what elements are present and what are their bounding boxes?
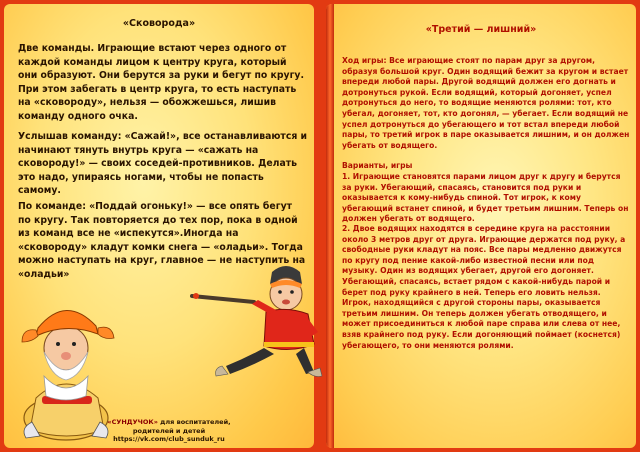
credit-line-1 [104,418,234,427]
boy-flute-illustration [186,262,346,382]
left-paragraph-3: По команде: «Поддай огоньку!» — все опять бегут по кругу. Так повторяется до тех пор, пока в одной из команд все не «испекутся».Иногда на «сковороду» кладут комки снега — «оладьи». Тогда можно наступать на круг, главное — не наступить на «оладьи» [18,201,306,280]
credit-line-2: родителей и детей [132,426,206,435]
credit-link[interactable]: https://vk.com/club_sunduk_ru [113,435,225,443]
right-intro: Ход игры: Все играющие стоят по парам друг за другом, образуя большой круг. Один водящий бежит за кругом и встает впереди любой пары. Другой водящий должен его догнать и дотронуться рукой. Если водящий, который догоняет, успел дотронуться до него, то водящие меняются ролями: тот, кто убегал, догоняет, тот, кто догонял, — убегает. Если водящий не успел дотронуться до убегающего и тот встал впереди любой пары, то третий игрок в паре оказывается лишним, и он должен убегать от водящего. [342,56,630,150]
left-title: «Сковорода» [122,18,196,29]
right-page [326,4,636,448]
credit-brand: «СУНДУЧОК» [107,418,158,426]
credit-line-1-rest: для воспитателей, [157,418,231,426]
left-paragraph-1: Две команды. Играющие встают через одного от каждой команды лицом к центру круга, который они образуют. Они берутся за руки и бегут по кругу. При этом забегать в центр круга, то есть наступать на «сковороду», нельзя — обожжешься, лишив команду одного очка. [18,43,305,122]
left-paragraph-2: Услышав команду: «Сажай!», все останавливаются и начинают тянуть внутрь круга — «сажать на сковороду!» — своих соседей-противников. Делать это надо, упираясь ногами, чтобы не попасть самому. [18,131,308,197]
right-variants-label: Варианты, игры [342,161,413,170]
old-man-illustration [8,280,118,446]
right-variant-1: 1. Играющие становятся парами лицом друг к другу и берутся за руки. Убегающий, спасаясь, становится под руки и оказывается к кому-нибудь спиной. Тот игрок, к кому убегающий встанет спиной, и будет третьим лишним. Теперь он должен убегать от водящего. [342,172,629,224]
right-variant-2: 2. Двое водящих находятся в середине круга на расстоянии около 3 метров друг от друга. Играющие держатся под руку, а свободные руки кладут на пояс. Все пары медленно движутся по кругу под пение какой-либо известной песни или под музыку. Один из водящих убегает, другой его догоняет. Убегающий, спасаясь, встает рядом с какой-нибудь парой и берет под руку крайнего в ней. Теперь его ловить нельзя. Игрок, находящийся с другой стороны пары, оказывается третьим лишним. Он теперь должен убегать отводящего, и может присоединиться к любой паре справа или слева от нее, взяв крайнего под руку. Если догоняющий поймает (коснется) убегающего, то они меняются ролями. [342,224,626,350]
right-title: «Третий — лишний» [425,24,537,35]
credit-block [104,418,234,444]
page-ribbon [326,4,334,448]
